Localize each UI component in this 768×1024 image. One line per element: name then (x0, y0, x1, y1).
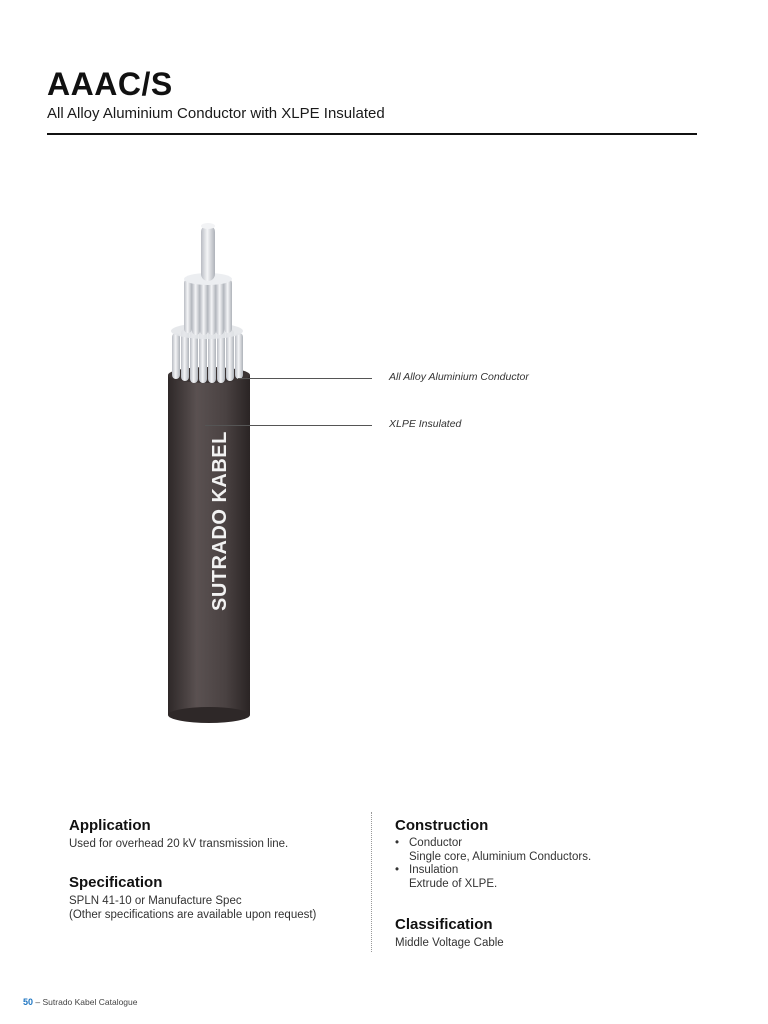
specification-heading: Specification (69, 874, 163, 891)
page-number: 50 (23, 997, 34, 1007)
application-text: Used for overhead 20 kV transmission line. (69, 838, 289, 850)
conductor-middle-layer (184, 273, 232, 335)
cable-brand-print: SUTRADO KABEL (209, 431, 231, 611)
footer-text: Sutrado Kabel Catalogue (42, 997, 138, 1007)
specification-line-1: SPLN 41-10 or Manufacture Spec (69, 895, 242, 907)
header-divider (47, 133, 697, 135)
page-subtitle: All Alloy Aluminium Conductor with XLPE Insulated (47, 105, 385, 122)
insulation-callout-line (205, 425, 372, 426)
column-divider (371, 812, 372, 952)
conductor-callout-label: All Alloy Aluminium Conductor (389, 371, 529, 383)
construction-item (395, 864, 591, 891)
specification-line-2: (Other specifications are available upon request) (69, 909, 317, 921)
construction-item (395, 837, 591, 864)
construction-item-label: • Insulation (409, 864, 459, 876)
conductor-center-strand (201, 223, 215, 281)
conductor-callout-line (238, 378, 372, 379)
page-footer (23, 997, 138, 1007)
footer-separator: – (35, 997, 41, 1007)
construction-item-detail: Single core, Aluminium Conductors. (409, 850, 592, 863)
insulation-callout-label: XLPE Insulated (389, 418, 462, 430)
construction-item-detail: Extrude of XLPE. (409, 877, 498, 890)
construction-item-label: • Conductor (409, 837, 463, 849)
classification-heading: Classification (395, 916, 493, 933)
application-heading: Application (69, 817, 151, 834)
construction-list (395, 837, 591, 891)
page-title: AAAC/S (47, 66, 173, 102)
classification-text: Middle Voltage Cable (395, 937, 504, 949)
construction-heading: Construction (395, 817, 489, 834)
